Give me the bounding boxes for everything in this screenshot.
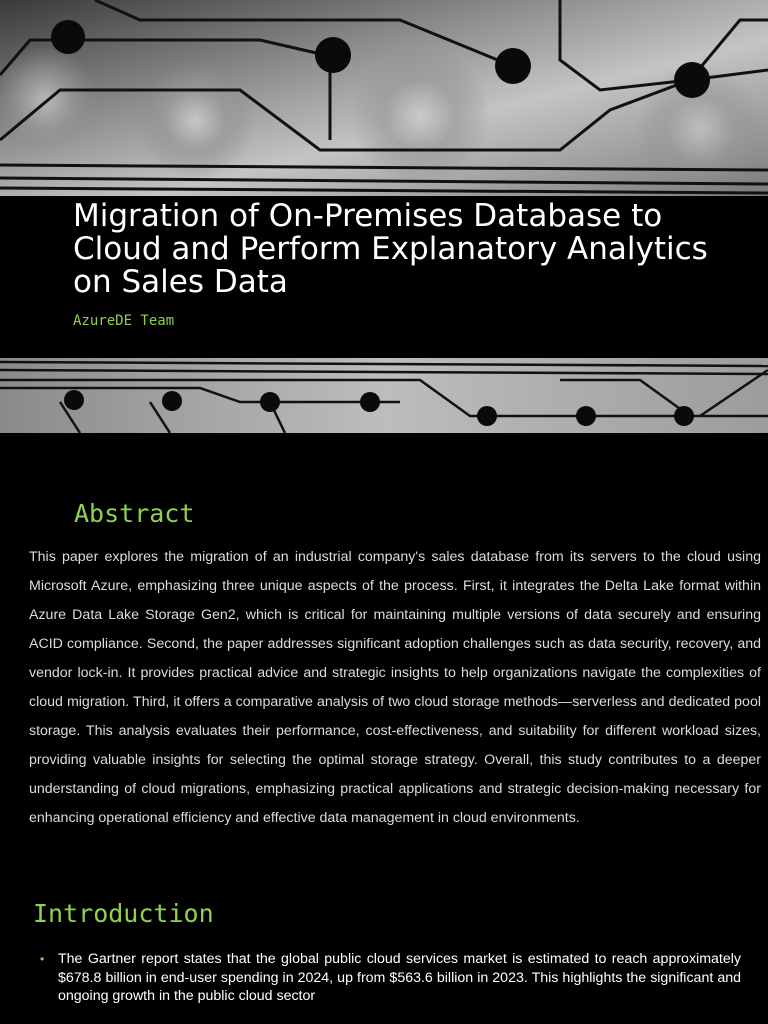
abstract-body: This paper explores the migration of an industrial company's sales database from its servers to the cloud using Microsoft Azure, emphasizing three unique aspects of the process. First, it integrates the Delta Lake format within Azure Data Lake Storage Gen2, which is critical for maintaining multiple versions of data securely and ensuring ACID compliance. Second, the paper addresses significant adoption challenges such as data security, recovery, and vendor lock-in. It provides practical advice and strategic insights to help organizations navigate the complexities of cloud migration. Third, it offers a comparative analysis of two cloud storage methods—serverless and dedicated pool storage. This analysis evaluates their performance, cost-effectiveness, and suitability for different workload sizes, providing valuable insights for selecting the optimal storage strategy. Overall, this study contributes to a deeper understanding of cloud migrations, emphasizing practical applications and strategic decision-making necessary for enhancing operational efficiency and effective data management in cloud environments. [29,549,761,826]
circuit-banner-bottom [0,358,768,433]
author-team: AzureDE Team [73,313,175,329]
abstract-heading: Abstract [74,499,195,528]
list-item-text: The Gartner report states that the global public cloud services market is estimated to reach approximately $678.8 billion in end-user spending in 2024, up from $563.6 billion in 2023. This highlights the significant and ongoing growth in the public cloud sector [58,951,741,1004]
introduction-list [37,950,741,1006]
circuit-banner-top [0,0,768,196]
introduction-heading: Introduction [33,899,214,928]
bullet-icon: • [40,952,45,966]
page-title: Migration of On-Premises Database to Cloud and Perform Explanatory Analytics on Sales Data [73,198,708,300]
circuit-board-image [0,0,768,196]
circuit-board-image [0,358,768,433]
list-item [37,950,741,1006]
title-block [0,196,768,358]
